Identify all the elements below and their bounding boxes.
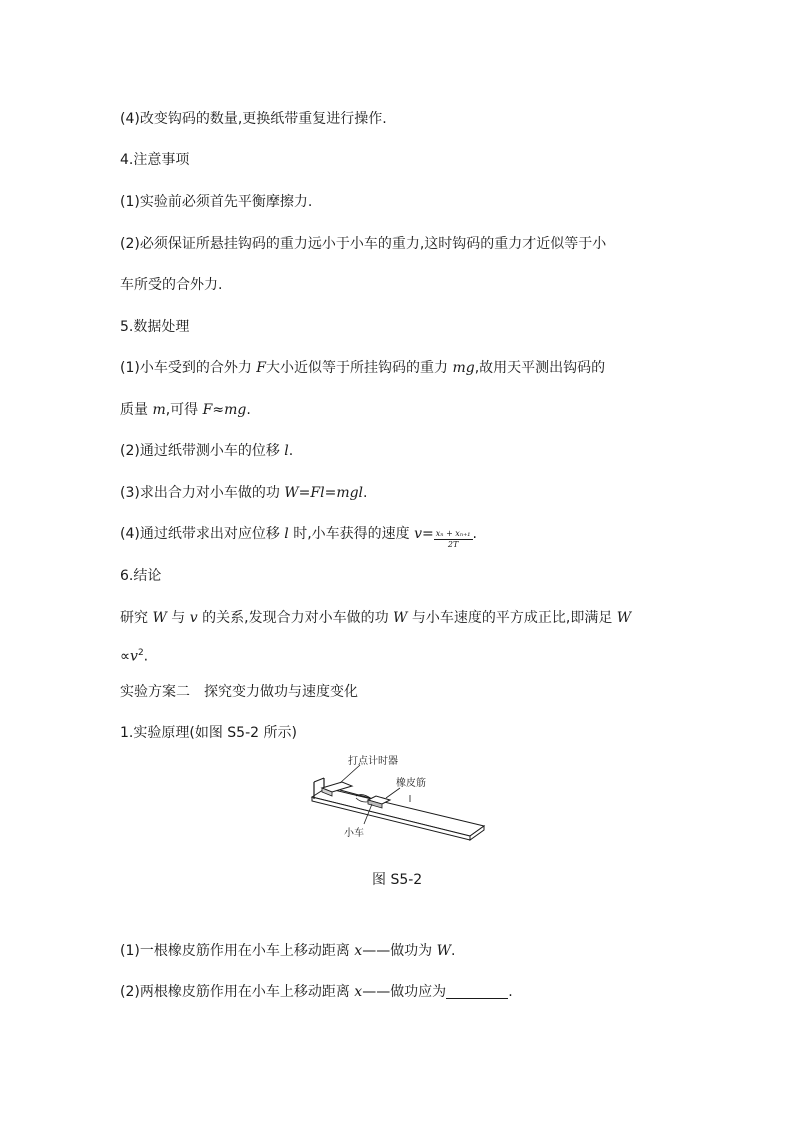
paragraph-conclusion-cont: $\propto v^2$. [120, 648, 149, 665]
support-bar [314, 778, 324, 782]
label-rubber-band: 橡皮筋 [396, 778, 426, 789]
figure-caption: 图 S5-2 [372, 872, 423, 888]
heading-conclusion: 6.结论 [120, 568, 162, 584]
paragraph-precaution-2-cont: 车所受的合外力. [120, 277, 223, 293]
label-timer: 打点计时器 [348, 756, 398, 767]
paragraph-precaution-1: (1)实验前必须首先平衡摩擦力. [120, 194, 313, 210]
heading-data-processing: 5.数据处理 [120, 319, 190, 335]
answer-blank[interactable] [446, 984, 508, 999]
paragraph-data-1-cont: 质量 m,可得 F≈mg. [120, 402, 251, 418]
paragraph-principle-2: (2)两根橡皮筋作用在小车上移动距离 x——做功应为 . [120, 984, 513, 1000]
label-cart: 小车 [344, 828, 364, 839]
velocity-fraction: $\frac{\text{xₙ + xₙ₊₁}}{2T}$ [435, 529, 471, 549]
paragraph-data-4: (4)通过纸带求出对应位移 l 时,小车获得的速度 v= $\frac{\text{xₙ + xₙ₊₁}}{2T}$ . [120, 526, 477, 549]
heading-precautions: 4.注意事项 [120, 152, 190, 168]
board-top [312, 788, 484, 836]
band-leader-line [386, 788, 400, 798]
heading-principle: 1.实验原理(如图 S5-2 所示) [120, 725, 297, 741]
paragraph-principle-1: (1)一根橡皮筋作用在小车上移动距离 x——做功为 W. [120, 943, 456, 959]
paragraph-data-2: (2)通过纸带测小车的位移 l. [120, 443, 294, 459]
paragraph-data-3: (3)求出合力对小车做的功 W=Fl=mgl. [120, 485, 368, 501]
paragraph-conclusion: 研究 W 与 v 的关系,发现合力对小车做的功 W 与小车速度的平方成正比,即满足 W [120, 610, 632, 626]
heading-plan-two: 实验方案二 探究变力做功与速度变化 [120, 684, 358, 700]
apparatus-figure [300, 752, 490, 852]
paragraph-step-4: (4)改变钩码的数量,更换纸带重复进行操作. [120, 111, 387, 127]
timer-leader-line [340, 765, 360, 783]
paragraph-data-1: (1)小车受到的合外力 F大小近似等于所挂钩码的重力 mg,故用天平测出钩码的 [120, 360, 606, 376]
paragraph-precaution-2: (2)必须保证所悬挂钩码的重力远小于小车的重力,这时钩码的重力才近似等于小 [120, 236, 607, 252]
